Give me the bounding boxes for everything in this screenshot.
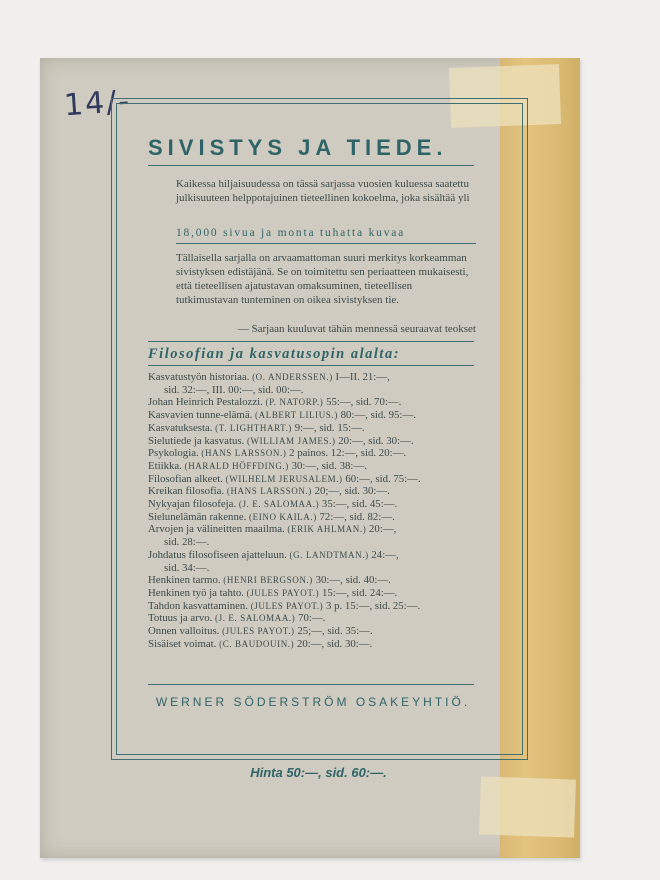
- book-entry: [148, 409, 488, 422]
- book-entry: [148, 371, 488, 396]
- book-author: (HANS LARSSON.): [201, 448, 287, 459]
- book-price: 55:—, sid. 70:—.: [326, 396, 402, 409]
- book-title: Kreikan filosofia.: [148, 485, 225, 498]
- book-author: (T. LIGHTHART.): [215, 422, 293, 433]
- book-title: Etiikka.: [148, 459, 182, 472]
- book-entry: [148, 422, 488, 435]
- rule-under-title: [148, 165, 474, 166]
- rule-above-section: [148, 341, 474, 342]
- book-price: 3 p. 15:—, sid. 25:—.: [325, 599, 421, 612]
- book-entry: [148, 612, 488, 625]
- book-price-continued: sid. 28:—.: [164, 536, 210, 549]
- book-title: Nykyajan filosofeja.: [148, 498, 237, 511]
- book-title: Kasvavien tunne-elämä.: [148, 409, 253, 422]
- book-price: I—II. 21:—,: [335, 371, 390, 383]
- book-title: Sisäiset voimat.: [148, 637, 217, 650]
- highlight-line: 18,000 sivua ja monta tuhatta kuvaa: [176, 227, 406, 239]
- book-author: (HENRI BERGSON.): [223, 575, 313, 586]
- book-entry: [148, 625, 488, 638]
- rule-below-section: [148, 365, 474, 366]
- book-list: [148, 371, 488, 650]
- book-title: Johdatus filosofiseen ajatteluun.: [148, 548, 287, 561]
- publisher-name: WERNER SÖDERSTRÖM OSAKEYHTIÖ.: [155, 695, 471, 709]
- book-title: Sielunelämän rakenne.: [148, 510, 247, 523]
- description-paragraph: Tällaisella sarjalla on arvaamattoman suuri merkitys korkeamman sivistyksen edistäjänä. Se on toimitettu sen periaatteen mukaisesti, että tieteellisen ajatustavan omaksuminen, tieteellisen tutkimustavan tunteminen on oikea sivistyksen tie.: [176, 252, 469, 306]
- tape-strip-bottom: [479, 776, 576, 837]
- book-author: (O. ANDERSSEN.): [252, 372, 333, 382]
- book-author: (EINO KAILA.): [249, 511, 317, 522]
- book-author: (ALBERT LILIUS.): [255, 410, 338, 421]
- book-price: 25;—, sid. 35:—.: [297, 625, 373, 638]
- series-note: — Sarjaan kuuluvat tähän mennessä seuraavat teokset: [237, 323, 476, 335]
- book-title: Psykologia.: [148, 447, 199, 460]
- intro-paragraph: Kaikessa hiljaisuudessa on tässä sarjassa vuosien kuluessa saatettu julkisuuteen helppotajuinen tieteellinen kokoelma, joka sisältää yli: [176, 178, 470, 204]
- book-entry: [148, 396, 488, 409]
- book-price-continued: sid. 32:—, III. 00:—, sid. 00:—.: [164, 383, 304, 396]
- book-title: Tahdon kasvattaminen.: [148, 599, 248, 612]
- book-author: (HANS LARSSON.): [226, 486, 312, 497]
- book-entry: [148, 485, 488, 498]
- handwritten-price-note: 14/-: [62, 83, 133, 124]
- book-title: Henkinen tarmo.: [148, 574, 221, 587]
- book-title: Johan Heinrich Pestalozzi.: [148, 396, 263, 409]
- series-title: SIVISTYS JA TIEDE.: [148, 135, 448, 160]
- book-title: Kasvatuksesta.: [148, 421, 213, 434]
- book-entry: [148, 460, 488, 473]
- section-heading: Filosofian ja kasvatusopin alalta:: [148, 346, 401, 362]
- book-author: (JULES PAYOT.): [250, 600, 324, 611]
- book-entry: [148, 638, 488, 651]
- book-title: Kasvatustyön historiaa.: [148, 371, 250, 383]
- book-entry: [148, 447, 488, 460]
- book-entry: [148, 523, 488, 548]
- book-author: (J. E. SALOMAA.): [215, 613, 296, 624]
- book-price: 60:—, sid. 75:—.: [345, 472, 421, 485]
- book-price: 15:—, sid. 24:—.: [321, 586, 398, 599]
- book-price: 20:—,: [369, 523, 397, 536]
- price-line: Hinta 50:—, sid. 60:—.: [250, 765, 387, 780]
- book-price: 24:—,: [371, 548, 399, 561]
- book-entry: [148, 511, 488, 524]
- book-author: (WILHELM JERUSALEM.): [225, 473, 343, 484]
- book-title: Totuus ja arvo.: [148, 612, 213, 625]
- rule-above-publisher: [148, 684, 474, 685]
- rule-under-highlight: [176, 243, 476, 244]
- book-title: Henkinen työ ja tahto.: [148, 586, 244, 599]
- book-entry: [148, 587, 488, 600]
- book-price: 2 painos. 12:—, sid. 20:—.: [289, 447, 407, 460]
- book-title: Arvojen ja välineitten maailma.: [148, 523, 285, 536]
- book-author: (HARALD HÖFFDING.): [184, 460, 289, 471]
- book-author: (G. LANDTMAN.): [289, 549, 369, 560]
- book-price: 80:—, sid. 95:—.: [340, 409, 416, 422]
- book-title: Onnen valloitus.: [148, 625, 220, 638]
- book-price: 30:—, sid. 38:—.: [291, 459, 367, 472]
- book-entry: [148, 498, 488, 511]
- book-entry: [148, 600, 488, 613]
- book-title: Filosofian alkeet.: [148, 472, 223, 485]
- book-title: Sielutiede ja kasvatus.: [148, 434, 245, 447]
- printed-frame: [111, 98, 528, 760]
- book-author: (P. NATORP.): [265, 397, 324, 408]
- book-price: 72:—, sid. 82:—.: [319, 510, 395, 523]
- book-price: 20:—, sid. 30:—.: [296, 637, 373, 650]
- book-price: 20:—, sid. 30:—.: [338, 434, 414, 447]
- book-entry: [148, 574, 488, 587]
- book-author: (C. BAUDOUIN.): [219, 638, 295, 649]
- book-author: (WILLIAM JAMES.): [246, 435, 336, 446]
- book-price: 9:—, sid. 15:—.: [294, 421, 365, 434]
- book-price: 35:—, sid. 45:—.: [321, 498, 398, 511]
- book-price-continued: sid. 34:—.: [164, 561, 210, 574]
- book-price: 70:—.: [298, 612, 326, 625]
- book-author: (ERIK AHLMAN.): [287, 524, 367, 535]
- book-entry: [148, 473, 488, 486]
- book-entry: [148, 549, 488, 574]
- book-price: 30:—, sid. 40:—.: [315, 574, 391, 587]
- book-author: (J. E. SALOMAA.): [238, 499, 320, 510]
- book-price: 20;—, sid. 30:—.: [314, 485, 390, 498]
- book-entry: [148, 435, 488, 448]
- book-author: (JULES PAYOT.): [222, 626, 295, 637]
- book-author: (JULES PAYOT.): [246, 587, 320, 598]
